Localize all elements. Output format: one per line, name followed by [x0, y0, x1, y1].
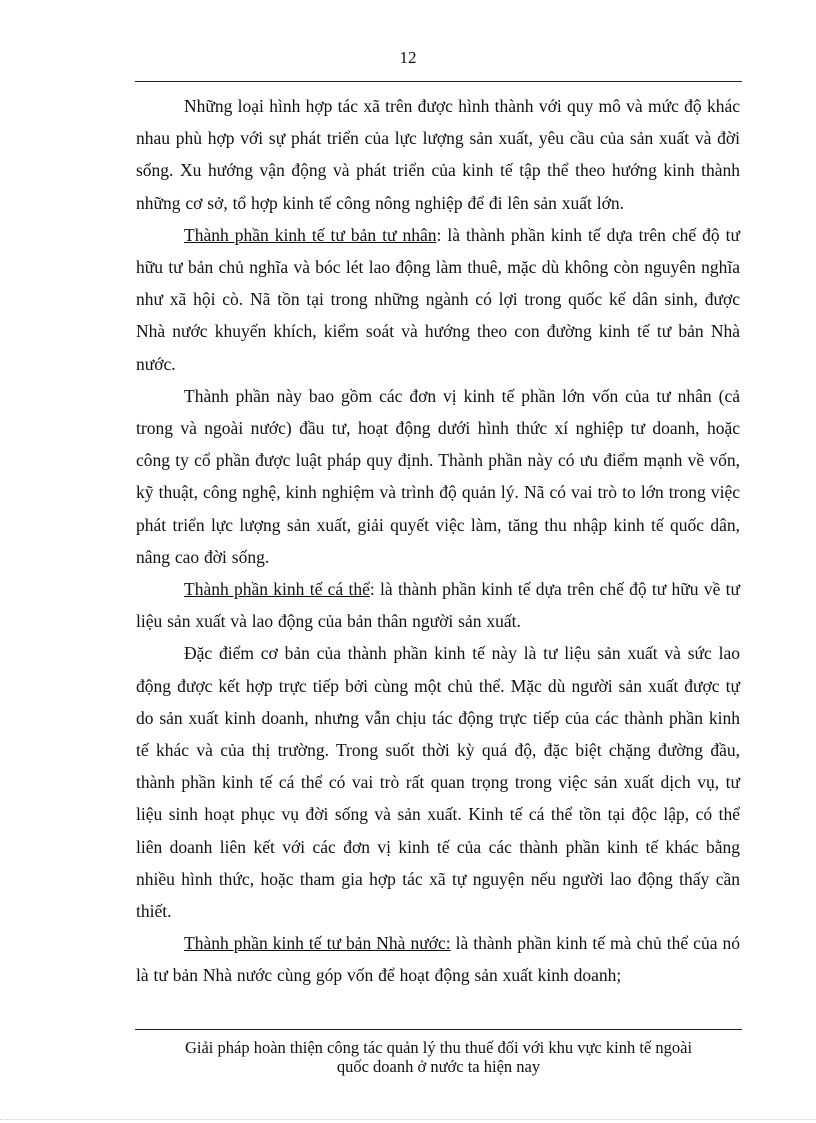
paragraph-text: Những loại hình hợp tác xã trên được hình thành với quy mô và mức độ khác nhau phù hợp với sự phát triển của lực lượng sản xuất, yêu cầu của sản xuất và đời sống. Xu hướng vận động và phát triển của kinh tế tập thể theo hướng kinh thành những cơ sở, tổ hợp kinh tế công nông nghiệp để đi lên sản xuất lớn.: [136, 96, 740, 213]
paragraph-5: [136, 637, 740, 927]
page-number: 12: [399, 48, 417, 67]
footer-rule: [135, 1029, 742, 1030]
paragraph-3: [136, 380, 740, 573]
paragraph-2: [136, 219, 740, 380]
page-edge: [0, 1119, 816, 1120]
body-text: [136, 90, 740, 992]
paragraph-text: : là thành phần kinh tế dựa trên chế độ tư hữu về tư liệu sản xuất và lao động của bản thân người sản xuất.: [136, 579, 740, 632]
paragraph-text: là thành phần kinh tế mà chủ thể của nó là tư bản Nhà nước cùng góp vốn để hoạt động sản xuất kinh doanh;: [136, 933, 740, 986]
section-term: Thành phần kinh tế cá thể: [184, 579, 370, 600]
paragraph-6: [136, 927, 740, 991]
paragraph-1: [136, 90, 740, 219]
paragraph-text: Thành phần này bao gồm các đơn vị kinh tế phần lớn vốn của tư nhân (cả trong và ngoài nước) đầu tư, hoạt động dưới hình thức xí nghiệp tư doanh, hoặc công ty cổ phần được luật pháp quy định. Thành phần này có ưu điểm mạnh về vốn, kỹ thuật, công nghệ, kinh nghiệm và trình độ quản lý. Nã có vai trò to lớn trong việc phát triển lực lượng sản xuất, giải quyết việc làm, tăng thu nhập kinh tế quốc dân, nâng cao đời sống.: [136, 385, 740, 567]
section-term: Thành phần kinh tế tư bản tư nhân: [184, 224, 437, 245]
section-term: Thành phần kinh tế tư bản Nhà nước:: [184, 933, 451, 954]
footer-line-1: Giải pháp hoàn thiện công tác quản lý thu thuế đối với khu vực kinh tế ngoài: [184, 1038, 693, 1057]
paragraph-4: [136, 573, 740, 637]
paragraph-text: : là thành phần kinh tế dựa trên chế độ tư hữu tư bản chủ nghĩa và bóc lét lao động làm thuê, mặc dù không còn nguyên nghĩa như xã hội cò. Nã tồn tại trong những ngành có lợi trong quốc kế dân sinh, được Nhà nước khuyến khích, kiểm soát và hướng theo con đường kinh tế tư bản Nhà nước.: [136, 224, 740, 374]
paragraph-text: Đặc điểm cơ bản của thành phần kinh tế này là tư liệu sản xuất và sức lao động được kết hợp trực tiếp bởi cùng một chủ thể. Mặc dù người sản xuất được tự do sản xuất kinh doanh, nhưng vẫn chịu tác động trực tiếp của các thành phần kinh tế khác và của thị trường. Trong suốt thời kỳ quá độ, đặc biệt chặng đường đầu, thành phần kinh tế cá thể có vai trò rất quan trọng trong việc sản xuất dịch vụ, tư liệu sinh hoạt phục vụ đời sống và sản xuất. Kinh tế cá thể tồn tại độc lập, có thể liên doanh liên kết với các đơn vị kinh tế của các thành phần kinh tế khác bằng nhiều hình thức, hoặc tham gia hợp tác xã tự nguyện nếu người lao động thấy cần thiết.: [136, 643, 740, 922]
page-footer: [135, 1038, 742, 1076]
footer-line-2: quốc doanh ở nước ta hiện nay: [336, 1057, 541, 1076]
header-rule: [135, 81, 742, 82]
